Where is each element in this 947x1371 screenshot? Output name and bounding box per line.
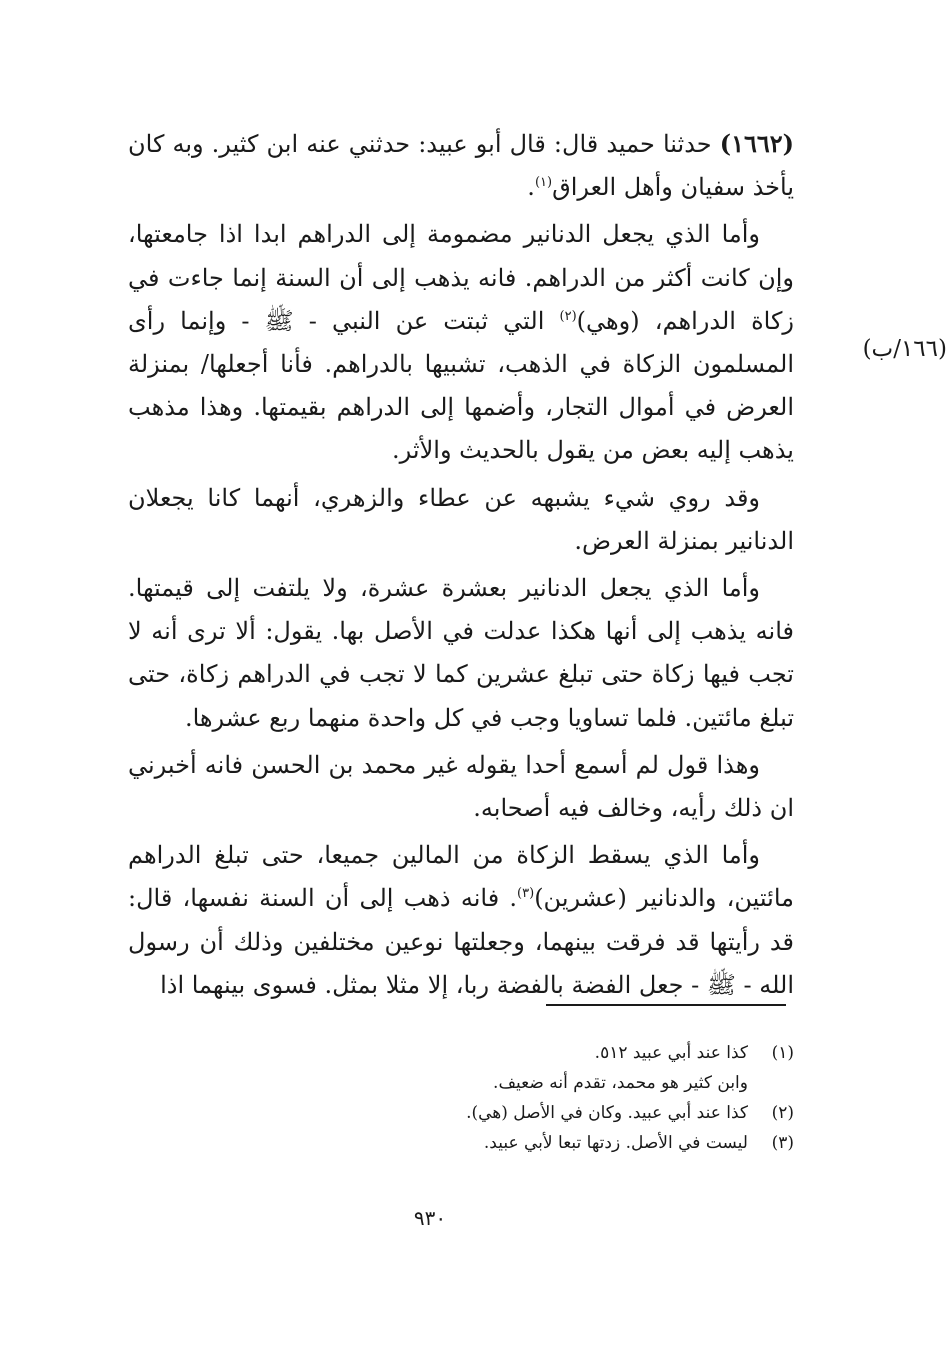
text-run: . [527, 173, 535, 202]
footnotes [300, 1038, 794, 1158]
text-run: وأما الذي يجعل الدنانير بعشرة عشرة، ولا يلتفت إلى قيمتها. فانه يذهب إلى أنها هكذا عدلت في الأصل بها. يقول: ألا ترى أنه لا تجب فيها زكاة حتى تبلغ عشرين كما لا تجب في الدراهم زكاة، حتى تبلغ مائتين. فلما تساويا وجب في كل واحدة منهما ربع عشرها. [128, 574, 794, 732]
main-text [128, 122, 794, 1011]
footnote-text: كذا عند أبي عبيد. وكان في الأصل (هي). [466, 1103, 748, 1123]
paragraph [128, 122, 794, 209]
footnote [300, 1068, 794, 1098]
footnote-number [748, 1068, 794, 1098]
footnote-number: (٢) [771, 1103, 794, 1123]
text-run: وأما الذي يجعل الدنانير مضمومة إلى الدراهم ابدا اذا جامعتها، وإن كانت أكثر من الدراهم. فانه يذهب إلى أن السنة إنما جاءت في زكاة الدراهم، (وهي) [128, 220, 794, 335]
text-run: حدثنا حميد قال: قال أبو عبيد: حدثني عنه ابن كثير. وبه كان يأخذ سفيان وأهل العراق [128, 130, 794, 202]
text-run: . فانه ذهب إلى أن السنة نفسها، قال: قد رأيتها قد فرقت بينهما، وجعلتها نوعين مختلفين وذلك أن رسول الله - ﷺ - جعل الفضة بالفضة ربا، إلا مثلا بمثل. فسوى بينهما اذا [128, 884, 794, 999]
text-run: وأما الذي يسقط الزكاة من المالين جميعا، حتى تبلغ الدراهم مائتين، والدنانير (عشرين) [128, 841, 795, 913]
text-run: وهذا قول لم أسمع أحدا يقوله غير محمد بن الحسن فانه أخبرني ان ذلك رأيه، وخالف فيه أصحابه. [128, 750, 794, 823]
paragraph [128, 567, 794, 740]
footnote-text: كذا عند أبي عبيد ٥١٢. [594, 1043, 748, 1063]
footnote-number: (٣) [771, 1133, 794, 1153]
paragraph [128, 834, 794, 1007]
paragraph [128, 744, 794, 830]
footnote-text: وابن كثير هو محمد، تقدم أنه ضعيف. [493, 1073, 748, 1093]
page-number: ٩٣٠ [413, 1206, 447, 1230]
text-run: وقد روي شيء يشبهه عن عطاء والزهري، أنهما كانا يجعلان الدنانير بمنزلة العرض. [128, 483, 794, 555]
footnote [300, 1128, 794, 1158]
paragraph [128, 477, 794, 563]
footnote-marker: (٣) [517, 886, 535, 902]
text-run: التي ثبتت عن النبي - ﷺ - وإنما رأى المسلمون الزكاة في الذهب، تشبيها بالدراهم. فأنا أجعلها/ بمنزلة العرض في أموال التجار، وأضمها إلى الدراهم بقيمتها. وهذا مذهب يذهب إليه بعض من يقول بالحديث والأثر. [128, 306, 794, 465]
margin-folio-note: (١٦٦/ب) [862, 336, 947, 362]
footnote-number: (١) [771, 1043, 794, 1063]
footnote-divider [546, 1004, 786, 1006]
footnote [300, 1038, 794, 1068]
footnote-text: ليست في الأصل. زدتها تبعا لأبي عبيد. [483, 1133, 748, 1153]
footnote-marker: (١) [534, 175, 553, 191]
paragraph [128, 213, 794, 472]
footnote-marker: (٢) [559, 308, 577, 324]
footnote [300, 1098, 794, 1128]
hadith-number: (١٦٦٢) [719, 129, 794, 158]
